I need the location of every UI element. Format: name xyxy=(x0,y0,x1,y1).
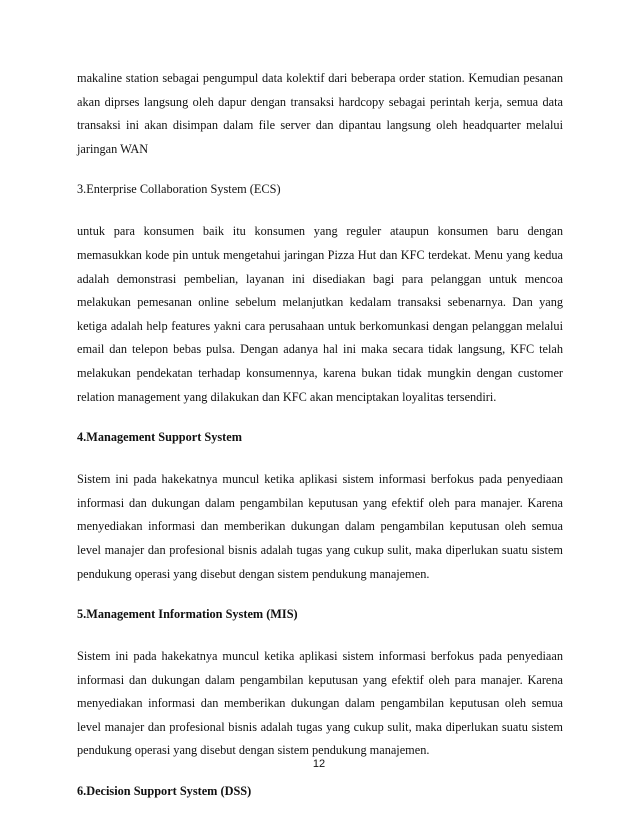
heading-dss: 6.Decision Support System (DSS) xyxy=(77,784,252,799)
page-number: 12 xyxy=(312,758,326,770)
paragraph-mis: Sistem ini pada hakekatnya muncul ketika aplikasi sistem informasi berfokus pada penyediaan informasi dan dukungan dalam pengambilan keputusan yang efektif oleh para manajer. Karena menyediakan informasi dan memberikan dukungan dalam pengambilan keputusan oleh semua level manajer dan profesional bisnis adalah tugas yang cukup sulit, maka diperlukan suatu sistem pendukung operasi yang disebut dengan sistem pendukung manajemen. xyxy=(77,649,563,758)
document-page xyxy=(77,67,563,822)
heading-mis: 5.Management Information System (MIS) xyxy=(77,607,298,622)
heading-ecs: 3.Enterprise Collaboration System (ECS) xyxy=(77,182,281,197)
paragraph-ecs: untuk para konsumen baik itu konsumen yang reguler ataupun konsumen baru dengan memasukkan kode pin untuk mengetahui jaringan Pizza Hut dan KFC terdekat. Menu yang kedua adalah demonstrasi pembelian, layanan ini disediakan bagi para pelanggan untuk mencoa melakukan pemesanan online sebelum melanjutkan kedalam transaksi sebenarnya. Dan yang ketiga adalah help features yakni cara perusahaan untuk berkomunkasi dengan pelanggan melalui email dan telepon bebas pulsa. Dengan adanya hal ini maka secara tidak langsung, KFC telah melakukan pendekatan terhadap konsumennya, karena bukan tidak mungkin dengan customer relation management yang dilakukan dan KFC akan menciptakan loyalitas tersendiri. xyxy=(77,224,563,404)
paragraph-intro: makaline station sebagai pengumpul data kolektif dari beberapa order station. Kemudian pesanan akan diprses langsung oleh dapur dengan transaksi hardcopy sebagai perintah kerja, semua data transaksi ini akan disimpan dalam file server dan dipantau langsung oleh headquarter melalui jaringan WAN xyxy=(77,71,563,156)
heading-management-support-system: 4.Management Support System xyxy=(77,430,242,445)
paragraph-management-support-system: Sistem ini pada hakekatnya muncul ketika aplikasi sistem informasi berfokus pada penyediaan informasi dan dukungan dalam pengambilan keputusan yang efektif oleh para manajer. Karena menyediakan informasi dan memberikan dukungan dalam pengambilan keputusan oleh semua level manajer dan profesional bisnis adalah tugas yang cukup sulit, maka diperlukan suatu sistem pendukung operasi yang disebut dengan sistem pendukung manajemen. xyxy=(77,472,563,581)
